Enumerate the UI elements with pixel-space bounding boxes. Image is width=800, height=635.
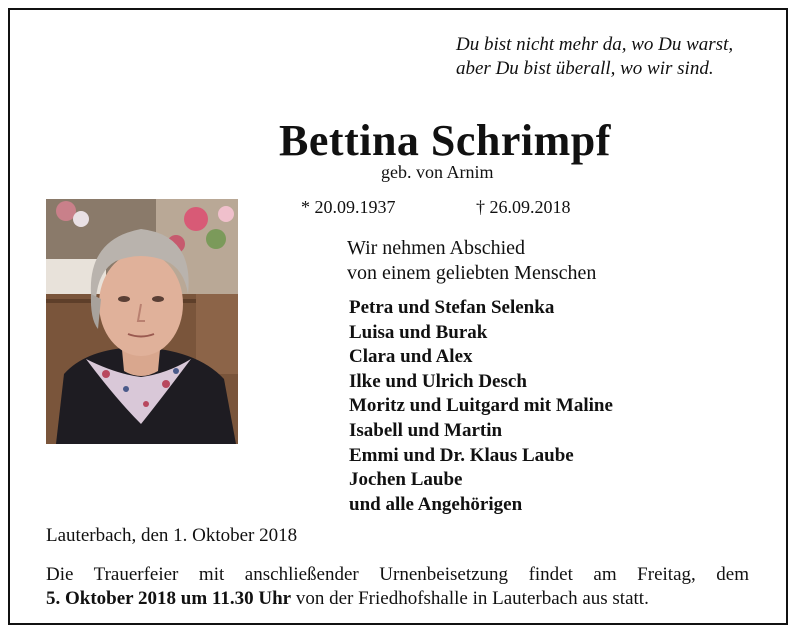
deceased-name: Bettina Schrimpf <box>279 116 611 165</box>
mourner-line: Emmi und Dr. Klaus Laube <box>349 444 574 466</box>
service-location: von der Friedhofshalle in Lauterbach aus statt. <box>291 588 649 609</box>
portrait-photo <box>46 199 238 444</box>
service-date-time: 5. Oktober 2018 um 11.30 Uhr <box>46 588 292 609</box>
mourner-line: Clara und Alex <box>349 346 473 368</box>
death-date: † 26.09.2018 <box>476 197 571 217</box>
mourner-line: Ilke und Ulrich Desch <box>349 370 527 392</box>
farewell-text <box>347 236 596 286</box>
quote-line-1: Du bist nicht mehr da, wo Du warst, <box>456 34 734 55</box>
memorial-quote <box>456 33 733 81</box>
farewell-line-1: Wir nehmen Abschied <box>347 237 526 259</box>
birth-date: * 20.09.1937 <box>301 197 396 217</box>
mourner-line: Moritz und Luitgard mit Maline <box>349 395 613 417</box>
place-and-date: Lauterbach, den 1. Oktober 2018 <box>46 525 298 546</box>
mourners-list <box>349 296 613 517</box>
service-line-2 <box>46 587 749 611</box>
farewell-line-2: von einem geliebten Menschen <box>347 262 597 284</box>
mourner-line: Isabell und Martin <box>349 419 503 441</box>
mourner-line: Petra und Stefan Selenka <box>349 297 555 318</box>
service-announcement <box>46 563 749 611</box>
quote-line-2: aber Du bist überall, wo wir sind. <box>456 58 714 79</box>
mourner-line: und alle Angehörigen <box>349 493 523 515</box>
maiden-name: geb. von Arnim <box>381 162 494 182</box>
service-line-1: Die Trauerfeier mit anschließender Urnenbeisetzung findet am Freitag, dem <box>46 564 749 585</box>
mourner-line: Luisa und Burak <box>349 321 488 343</box>
mourner-line: Jochen Laube <box>349 469 463 491</box>
